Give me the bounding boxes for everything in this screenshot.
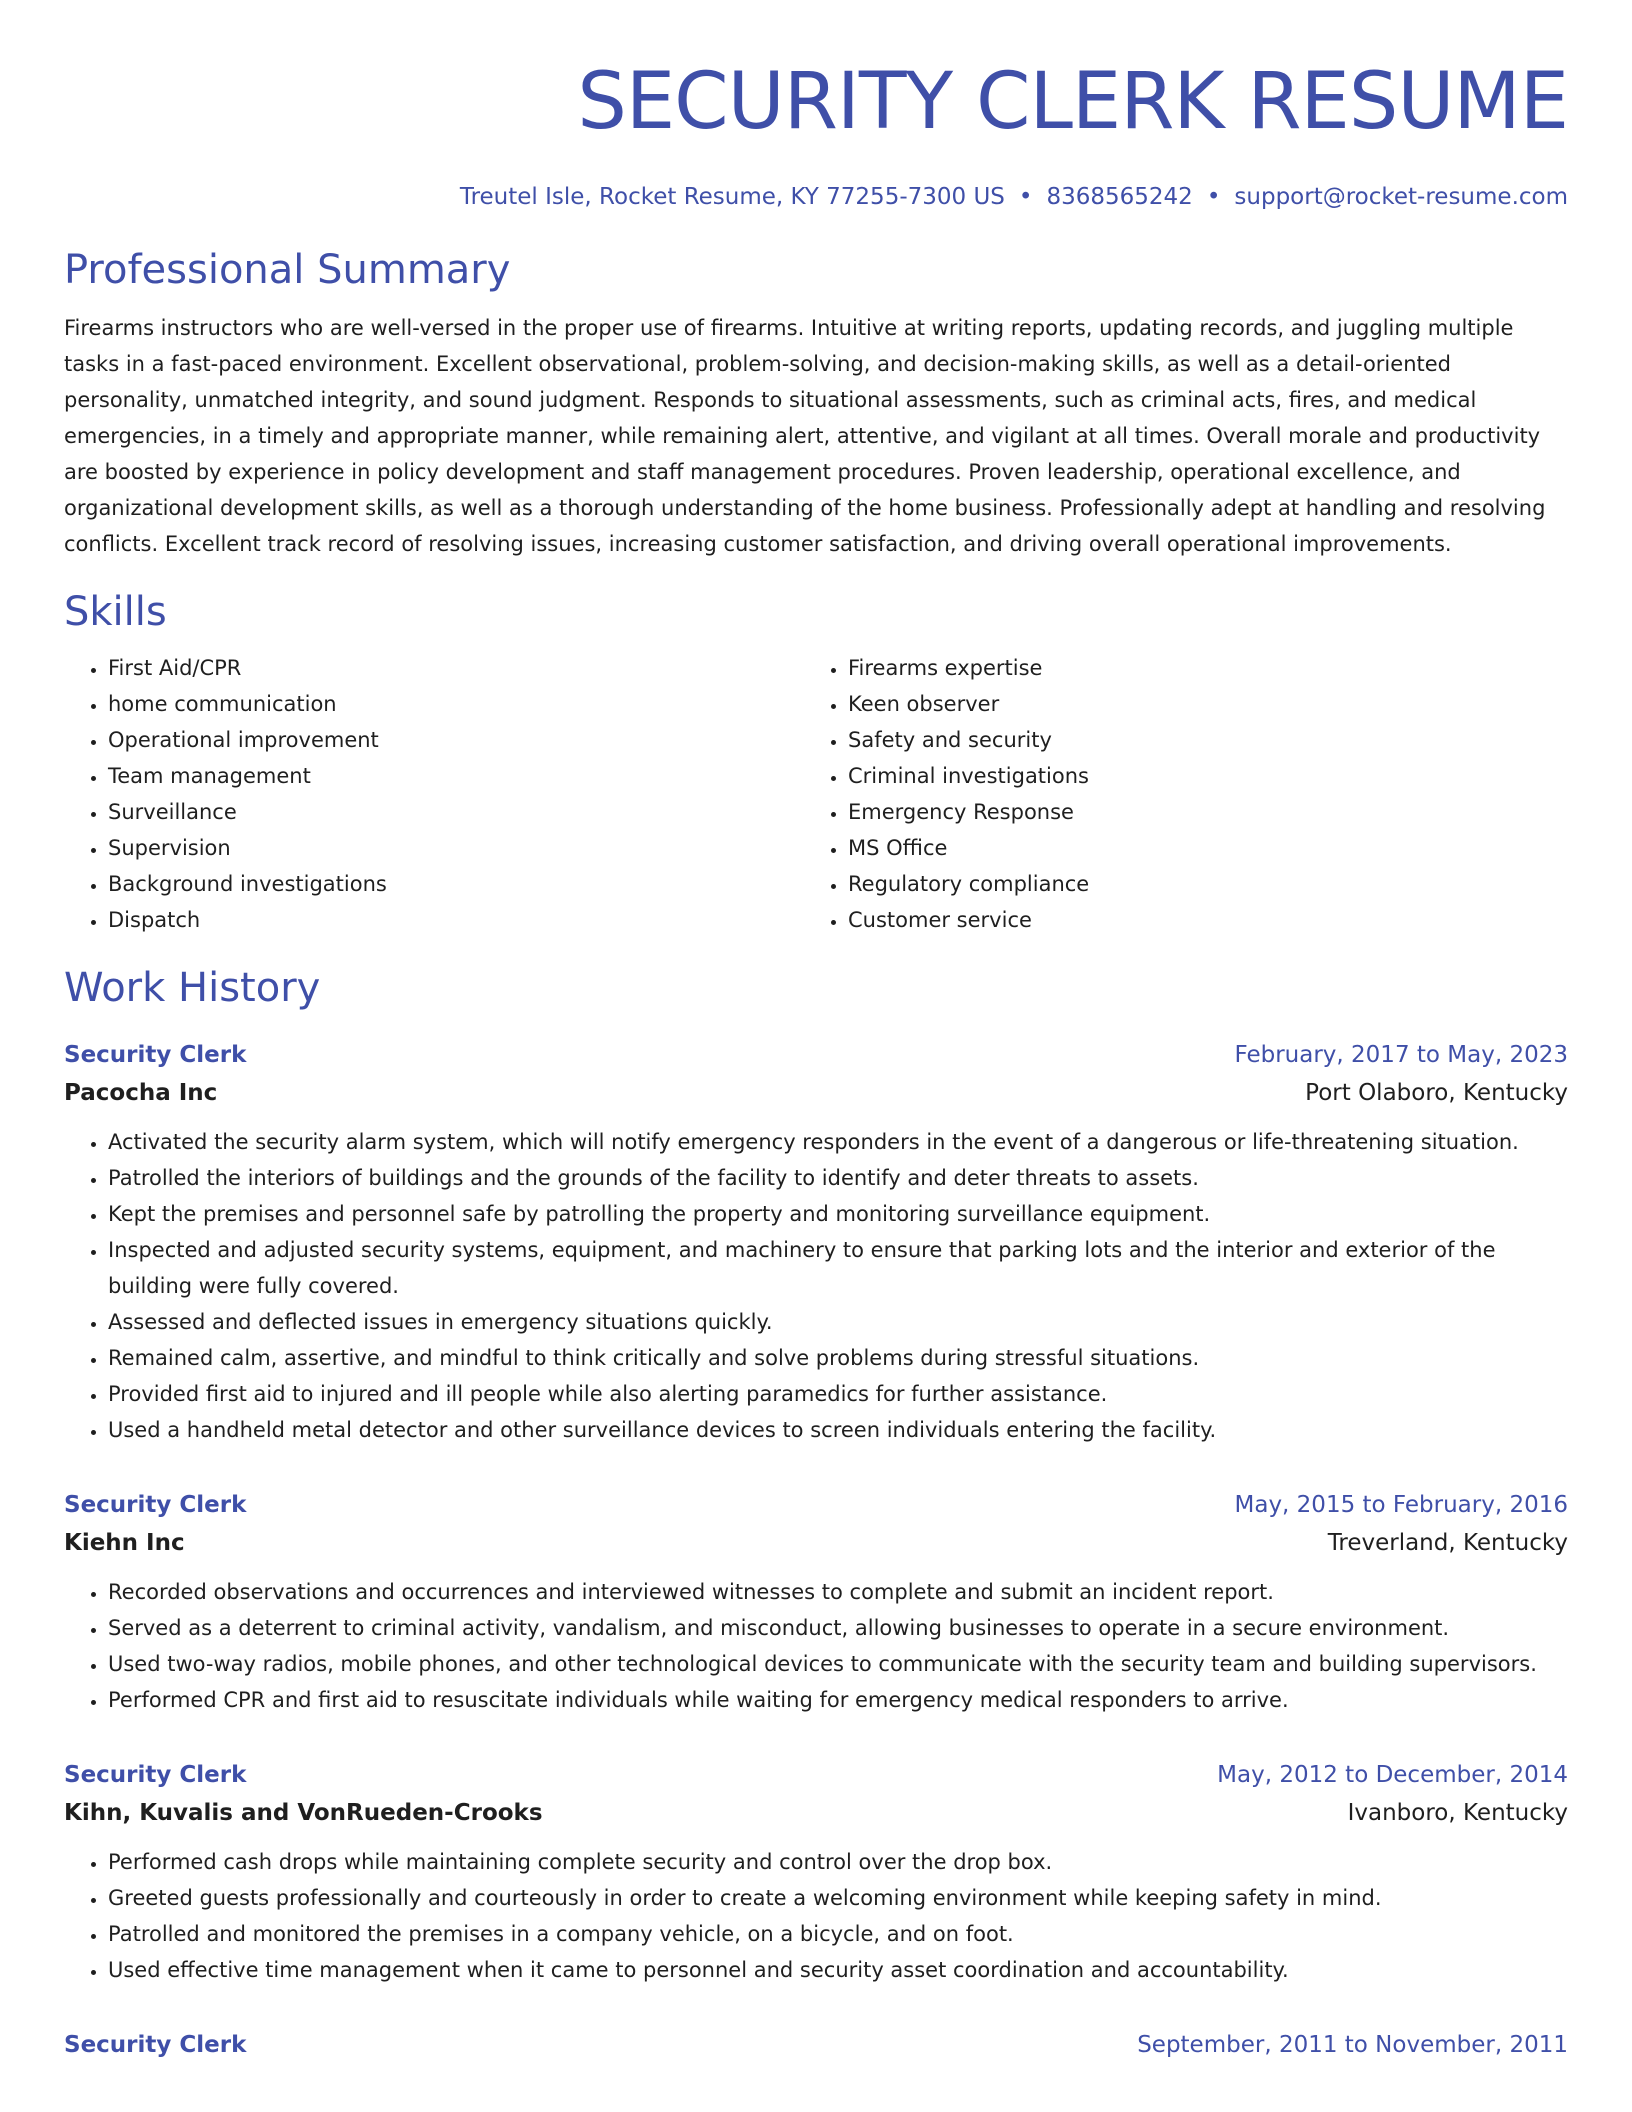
skill-item: • Surveillance	[108, 794, 804, 830]
job-header	[64, 1486, 1568, 1524]
section-heading-work-history: Work History	[64, 965, 321, 1011]
job-bullets	[64, 1574, 1568, 1718]
skills-column-left	[64, 650, 804, 938]
job-subheader	[64, 1794, 1568, 1832]
skill-item: • Firearms expertise	[848, 650, 1544, 686]
job-bullet: • Recorded observations and occurrences and interviewed witnesses to complete and submit an incident report.	[108, 1574, 1568, 1610]
job-header	[64, 1756, 1568, 1794]
job-dates: May, 2012 to December, 2014	[1217, 1762, 1568, 1788]
section-heading-summary: Professional Summary	[64, 247, 511, 293]
job-bullet: • Greeted guests professionally and courteously in order to create a welcoming environment while keeping safety in mind.	[108, 1880, 1568, 1916]
skill-item: • Dispatch	[108, 902, 804, 938]
section-heading-skills: Skills	[64, 589, 167, 635]
skill-item: • Customer service	[848, 902, 1544, 938]
job-bullet: • Used a handheld metal detector and other surveillance devices to screen individuals entering the facility.	[108, 1412, 1568, 1448]
resume-header	[64, 0, 1568, 214]
job-bullets	[64, 1844, 1568, 1988]
contact-email[interactable]: support@rocket-resume.com	[1234, 184, 1568, 210]
skills-column-right	[804, 650, 1544, 938]
job-bullet: • Patrolled the interiors of buildings and the grounds of the facility to identify and deter threats to assets.	[108, 1160, 1568, 1196]
job-company: Kiehn Inc	[64, 1530, 185, 1556]
contact-separator: •	[1206, 184, 1221, 210]
skill-item: • Operational improvement	[108, 722, 804, 758]
skills-grid	[64, 650, 1568, 938]
job-title: Security Clerk	[64, 1492, 247, 1518]
skill-item: • Safety and security	[848, 722, 1544, 758]
skill-item: • Supervision	[108, 830, 804, 866]
contact-phone: 8368565242	[1046, 184, 1193, 210]
skill-item: • MS Office	[848, 830, 1544, 866]
job-dates: September, 2011 to November, 2011	[1137, 2032, 1568, 2058]
job-entry	[64, 1756, 1568, 1988]
job-entry	[64, 1486, 1568, 1718]
job-location: Ivanboro, Kentucky	[1347, 1800, 1568, 1826]
resume-title: SECURITY CLERK RESUME	[577, 57, 1568, 147]
skill-item: • home communication	[108, 686, 804, 722]
job-title: Security Clerk	[64, 2032, 247, 2058]
job-dates: May, 2015 to February, 2016	[1234, 1492, 1568, 1518]
skill-item: • Emergency Response	[848, 794, 1544, 830]
skill-item: • Criminal investigations	[848, 758, 1544, 794]
job-bullet: • Activated the security alarm system, which will notify emergency responders in the event of a dangerous or life-threatening situation.	[108, 1124, 1568, 1160]
job-bullet: • Performed cash drops while maintaining complete security and control over the drop box.	[108, 1844, 1568, 1880]
job-title: Security Clerk	[64, 1762, 247, 1788]
job-header	[64, 2026, 1568, 2064]
contact-separator: •	[1018, 184, 1033, 210]
job-subheader	[64, 1074, 1568, 1112]
job-bullet: • Provided first aid to injured and ill people while also alerting paramedics for further assistance.	[108, 1376, 1568, 1412]
job-bullet: • Kept the premises and personnel safe by patrolling the property and monitoring surveillance equipment.	[108, 1196, 1568, 1232]
job-location: Treverland, Kentucky	[1327, 1530, 1568, 1556]
job-header	[64, 1036, 1568, 1074]
job-bullet: • Used two-way radios, mobile phones, and other technological devices to communicate with the security team and building supervisors.	[108, 1646, 1568, 1682]
job-entry	[64, 2026, 1568, 2064]
skill-item: • Keen observer	[848, 686, 1544, 722]
job-bullet: • Used effective time management when it came to personnel and security asset coordination and accountability.	[108, 1952, 1568, 1988]
job-dates: February, 2017 to May, 2023	[1234, 1042, 1568, 1068]
job-title: Security Clerk	[64, 1042, 247, 1068]
job-bullet: • Patrolled and monitored the premises in a company vehicle, on a bicycle, and on foot.	[108, 1916, 1568, 1952]
job-bullet: • Assessed and deflected issues in emergency situations quickly.	[108, 1304, 1568, 1340]
skill-item: • Team management	[108, 758, 804, 794]
job-company: Kihn, Kuvalis and VonRueden-Crooks	[64, 1800, 543, 1826]
job-bullets	[64, 1124, 1568, 1448]
summary-text: Firearms instructors who are well-versed in the proper use of firearms. Intuitive at writing reports, updating records, and juggling multiple tasks in a fast-paced environment. Excellent observational, problem-solving, and decision-making skills, as well as a detail-oriented personality, unmatched integrity, and sound judgment. Responds to situational assessments, such as criminal acts, fires, and medical emergencies, in a timely and appropriate manner, while remaining alert, attentive, and vigilant at all times. Overall morale and productivity are boosted by experience in policy development and staff management procedures. Proven leadership, operational excellence, and organizational development skills, as well as a thorough understanding of the home business. Professionally adept at handling and resolving conflicts. Excellent track record of resolving issues, increasing customer satisfaction, and driving overall operational improvements.	[64, 316, 1546, 556]
job-bullet: • Inspected and adjusted security systems, equipment, and machinery to ensure that parking lots and the interior and exterior of the building were fully covered.	[108, 1232, 1568, 1304]
job-subheader	[64, 1524, 1568, 1562]
skill-item: • First Aid/CPR	[108, 650, 804, 686]
contact-line	[64, 180, 1568, 214]
job-location: Port Olaboro, Kentucky	[1305, 1080, 1568, 1106]
job-bullet: • Served as a deterrent to criminal activity, vandalism, and misconduct, allowing businesses to operate in a secure environment.	[108, 1610, 1568, 1646]
skill-item: • Background investigations	[108, 866, 804, 902]
job-entry	[64, 1036, 1568, 1448]
contact-address: Treutel Isle, Rocket Resume, KY 77255-7300 US	[459, 184, 1005, 210]
skill-item: • Regulatory compliance	[848, 866, 1544, 902]
job-bullet: • Remained calm, assertive, and mindful to think critically and solve problems during stressful situations.	[108, 1340, 1568, 1376]
job-company: Pacocha Inc	[64, 1080, 218, 1106]
job-bullet: • Performed CPR and first aid to resuscitate individuals while waiting for emergency medical responders to arrive.	[108, 1682, 1568, 1718]
